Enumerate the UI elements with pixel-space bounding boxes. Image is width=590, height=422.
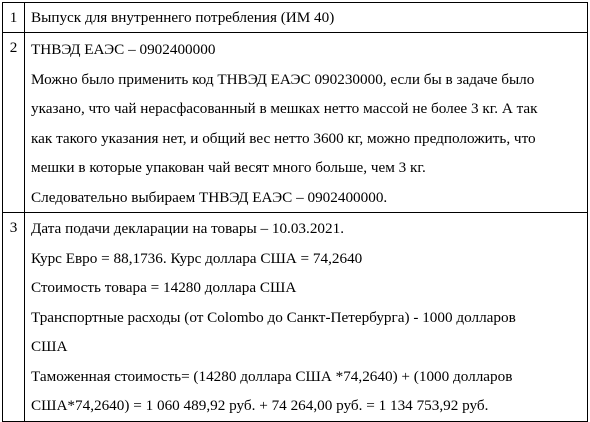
text-line: Можно было применить код ТНВЭД ЕАЭС 090230000, если бы в задаче было [31,70,535,88]
text-line: указано, что чай нерасфасованный в мешках нетто массой не более 3 кг. А так [31,100,538,117]
table-row [3,213,588,422]
row-number: 2 [3,33,25,213]
text-line: США [31,338,68,355]
text-line: как такого указания нет, и общий вес нетто 3600 кг, можно предположить, что [31,129,536,147]
text-line: мешки в которые упакован чай весят много больше, чем 3 кг. [31,159,426,176]
text-line: Выпуск для внутреннего потребления (ИМ 40) [31,9,335,26]
row-number: 1 [3,3,25,33]
text-line: Дата подачи декларации на товары – 10.03.2021. [31,220,344,237]
text-line: Следовательно выбираем ТНВЭД ЕАЭС – 0902400000. [31,188,388,206]
document-table [2,2,588,422]
text-line: Транспортные расходы (от Colombo до Санкт-Петербурга) - 1000 долларов [31,308,516,326]
text-line: Стоимость товара = 14280 доллара США [31,279,297,296]
row-content [25,33,588,213]
row-content [25,213,588,422]
text-line: Таможенная стоимость= (14280 доллара США *74,2640) + (1000 долларов [31,367,513,385]
table-row [3,3,588,33]
table-row [3,33,588,213]
text-line: США*74,2640) = 1 060 489,92 руб. + 74 264,00 руб. = 1 134 753,92 руб. [31,397,489,414]
row-content [25,3,588,33]
text-line: ТНВЭД ЕАЭС – 0902400000 [31,41,216,58]
text-line: Курс Евро = 88,1736. Курс доллара США = 74,2640 [31,249,363,267]
row-number: 3 [3,213,25,422]
